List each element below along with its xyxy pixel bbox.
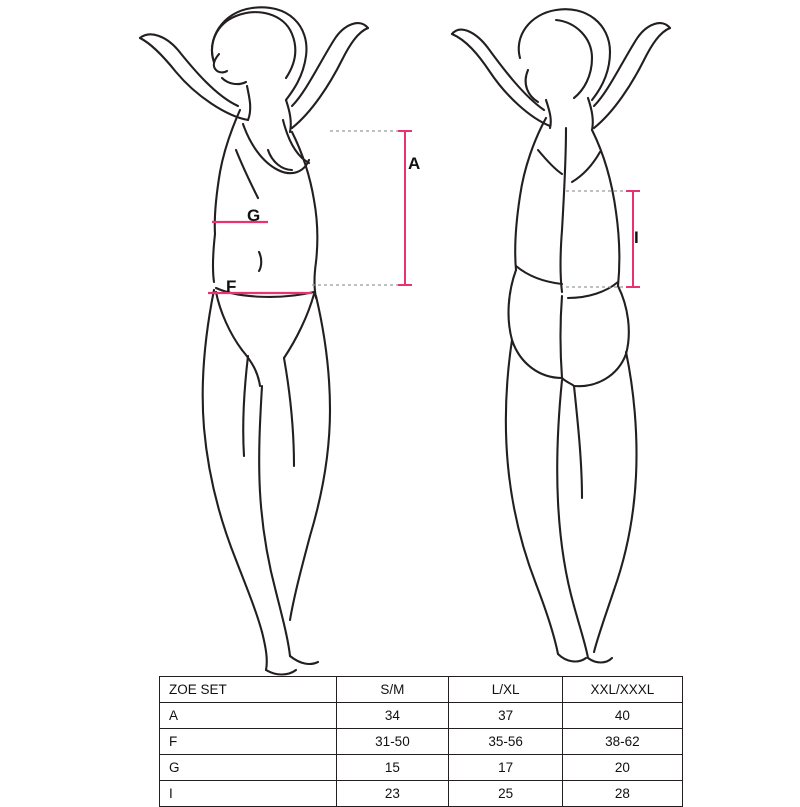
table-product-name: ZOE SET [160, 677, 337, 703]
measurement-label-a: A [408, 154, 421, 173]
table-cell: 28 [562, 781, 682, 807]
measurement-label-i: I [634, 228, 639, 247]
table-row-label: F [160, 729, 337, 755]
table-row [160, 781, 683, 807]
size-table [159, 676, 683, 807]
table-cell: 23 [336, 781, 449, 807]
table-cell: 25 [449, 781, 563, 807]
table-column-header-2: XXL/XXXL [562, 677, 682, 703]
table-column-header-0: S/M [336, 677, 449, 703]
table-cell: 38-62 [562, 729, 682, 755]
table-header-row [160, 677, 683, 703]
table-cell: 20 [562, 755, 682, 781]
table-cell: 15 [336, 755, 449, 781]
table-cell: 37 [449, 703, 563, 729]
table-row [160, 703, 683, 729]
table-row-label: I [160, 781, 337, 807]
table-column-header-1: L/XL [449, 677, 563, 703]
table-cell: 34 [336, 703, 449, 729]
table-cell: 40 [562, 703, 682, 729]
table-cell: 31-50 [336, 729, 449, 755]
table-row [160, 755, 683, 781]
measurement-label-f: F [226, 277, 237, 296]
table-row [160, 729, 683, 755]
table-cell: 17 [449, 755, 563, 781]
table-row-label: A [160, 703, 337, 729]
table-row-label: G [160, 755, 337, 781]
table-cell: 35-56 [449, 729, 563, 755]
measurement-label-g: G [247, 206, 261, 225]
